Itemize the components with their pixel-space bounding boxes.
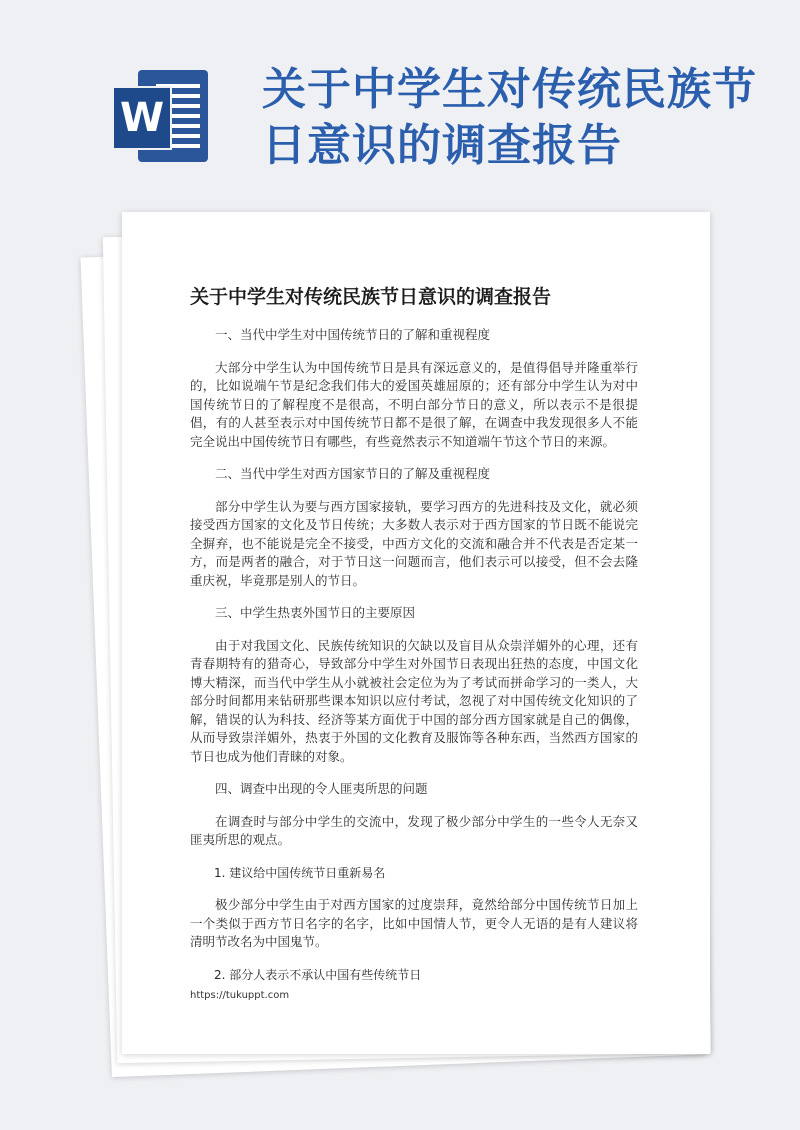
subitem-paragraph: 极少部分中学生由于对西方国家的过度崇拜，竟然给部分中国传统节日加上一个类似于西方节日名字的名字，比如中国情人节，更令人无语的是有人建议将清明节改名为中国鬼节。 [190, 897, 638, 949]
document-body [190, 326, 638, 998]
section-heading: 三、中学生热衷外国节日的主要原因 [215, 605, 416, 620]
word-badge: W [112, 86, 172, 150]
section-heading: 二、当代中学生对西方国家节日的了解及重视程度 [215, 466, 491, 481]
word-icon [112, 70, 208, 162]
footer-url[interactable]: https://tukuppt.com [190, 990, 290, 1001]
page-title: 关于中学生对传统民族节日意识的调查报告 [262, 64, 757, 171]
section-paragraph: 在调查时与部分中学生的交流中，发现了极少部分中学生的一些令人无奈又匪夷所思的观点。 [190, 813, 638, 847]
document-title: 关于中学生对传统民族节日意识的调查报告 [190, 286, 552, 308]
section-heading: 四、调查中出现的令人匪夷所思的问题 [215, 781, 428, 796]
section-paragraph: 由于对我国文化、民族传统知识的欠缺以及盲目从众崇洋媚外的心理，还有青春期特有的猎奇心，导致部分中学生对外国节日表现出狂热的态度，中国文化博大精深，而当代中学生从小就被社会定位为为了考试而拼命学习的一类人，大部分时间都用来钻研那些课本知识以应付考试，忽视了对中国传统文化知识的了解，错误的认为科技、经济等某方面优于中国的部分西方国家就是自己的偶像，从而导致崇洋媚外，热衷于外国的文化教育及服饰等各种东西，当然西方国家的节日也成为他们青睐的对象。 [190, 637, 638, 764]
subitem-label: 1. 建议给中国传统节日重新易名 [214, 865, 386, 880]
subitem-label: 2. 部分人表示不承认中国有些传统节日 [214, 967, 422, 982]
section-paragraph: 部分中学生认为要与西方国家接轨，要学习西方的先进科技及文化，就必须接受西方国家的文化及节日传统；大多数人表示对于西方国家的节日既不能说完全摒弃，也不能说是完全不接受，中西方文化的交流和融合并不代表是否定某一方，而是两者的融合，对于节日这一问题而言，他们表示可以接受，但不会去隆重庆祝，毕竟那是别人的节日。 [190, 498, 638, 588]
section-heading: 一、当代中学生对中国传统节日的了解和重视程度 [215, 327, 491, 342]
section-paragraph: 大部分中学生认为中国传统节日是具有深远意义的，是值得倡导并隆重举行的，比如说端午节是纪念我们伟大的爱国英雄屈原的；还有部分中学生认为对中国传统节日的了解程度不是很高，不明白部分节日的意义，所以表示不是很提倡，有的人甚至表示对中国传统节日都不是很了解，在调查中我发现很多人不能完全说出中国传统节日有哪些，有些竟然表示不知道端午节这个节日的来源。 [190, 359, 638, 449]
